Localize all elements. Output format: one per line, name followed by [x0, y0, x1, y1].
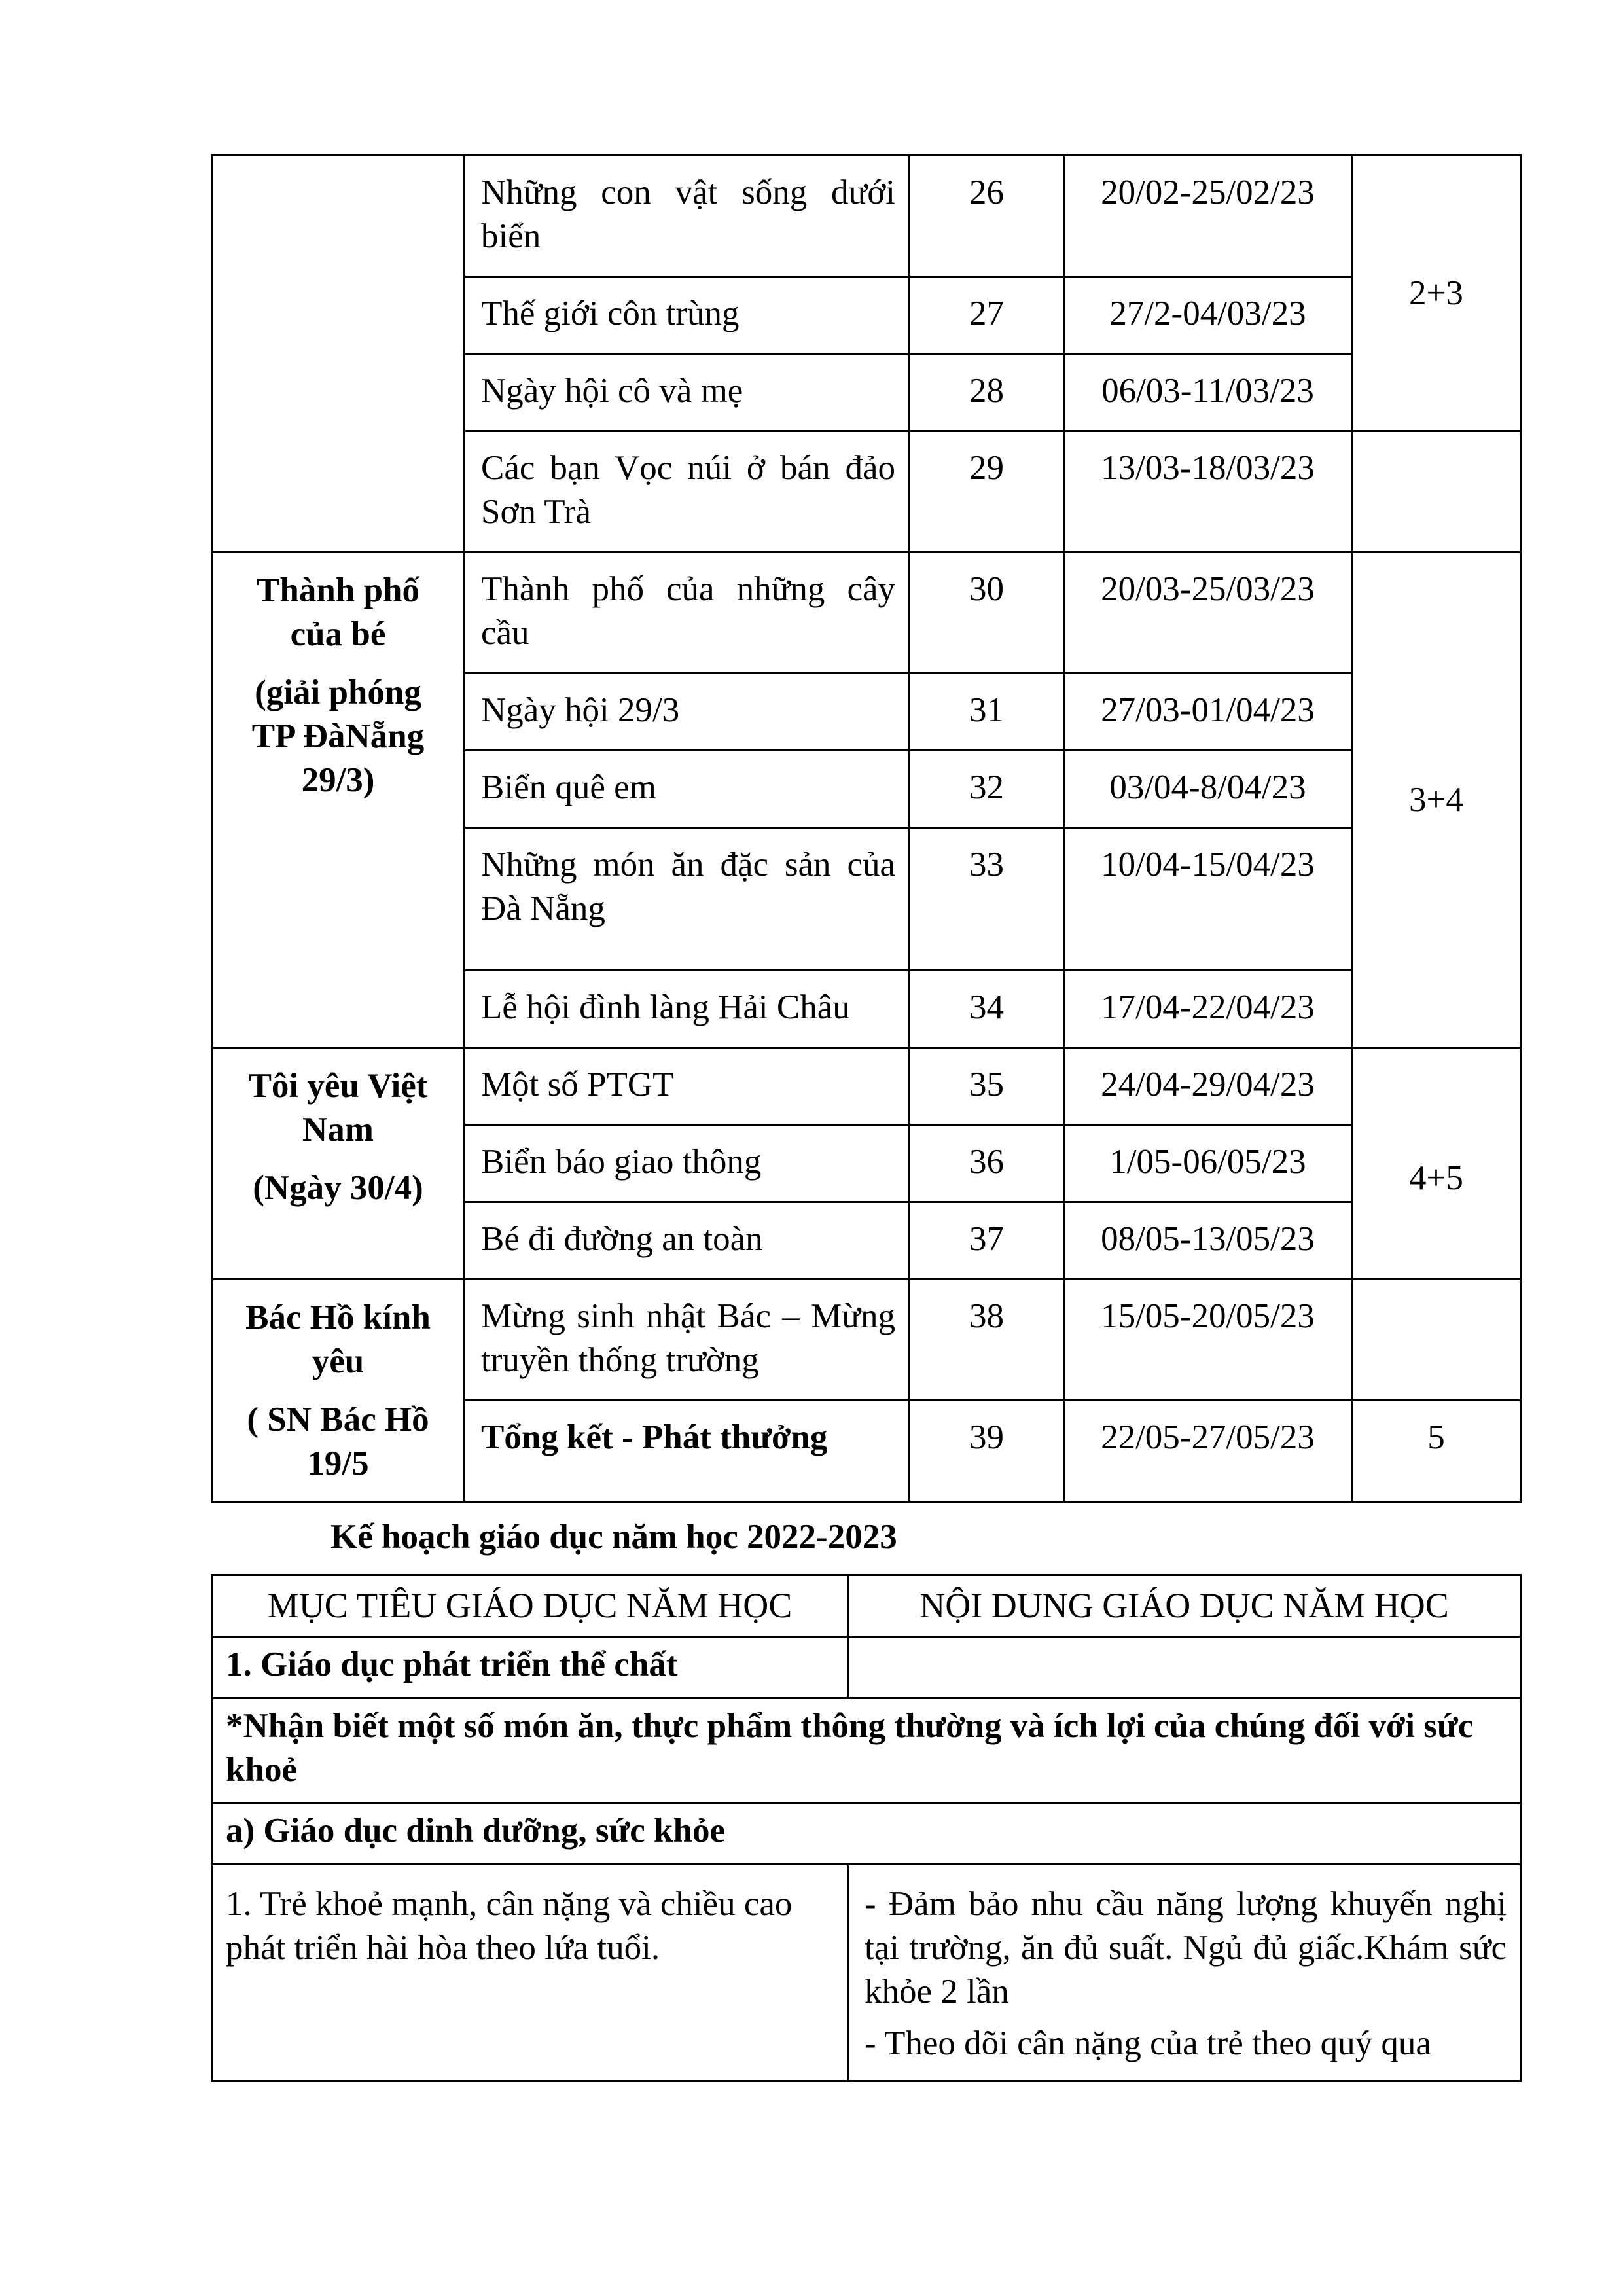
month-cell: 3+4 [1352, 552, 1521, 1048]
theme-cell: Tổng kết - Phát thưởng [465, 1401, 910, 1502]
plan-title: Kế hoạch giáo dục năm học 2022-2023 [330, 1518, 897, 1556]
theme-cell: Biển báo giao thông [465, 1125, 910, 1202]
dates-cell: 20/02-25/02/23 [1064, 156, 1352, 277]
month-cell: 2+3 [1352, 156, 1521, 431]
topic-line: Thành phố [257, 571, 419, 609]
dates-cell: 03/04-8/04/23 [1064, 751, 1352, 828]
header-goal: MỤC TIÊU GIÁO DỤC NĂM HỌC [212, 1575, 848, 1637]
section-title: 1. Giáo dục phát triển thể chất [212, 1637, 848, 1698]
plan-subsection-row [212, 1698, 1521, 1803]
goal-cell: 1. Trẻ khoẻ mạnh, cân nặng và chiều cao phát triển hài hòa theo lứa tuổi. [212, 1865, 848, 2081]
topic-line: yêu [312, 1342, 365, 1380]
theme-cell: Những con vật sống dưới biển [465, 156, 910, 277]
dates-cell: 20/03-25/03/23 [1064, 552, 1352, 673]
dates-cell: 17/04-22/04/23 [1064, 971, 1352, 1048]
dates-cell: 15/05-20/05/23 [1064, 1280, 1352, 1401]
theme-cell: Những món ăn đặc sản của Đà Nẵng [465, 828, 910, 971]
week-cell: 28 [910, 354, 1064, 431]
theme-cell: Thế giới côn trùng [465, 277, 910, 354]
theme-cell: Các bạn Vọc núi ở bán đảo Sơn Trà [465, 431, 910, 552]
dates-cell: 06/03-11/03/23 [1064, 354, 1352, 431]
plan-section-row [212, 1637, 1521, 1698]
month-cell-empty [1352, 431, 1521, 552]
week-cell: 37 [910, 1202, 1064, 1280]
topic-line: 29/3) [301, 761, 375, 799]
week-cell: 26 [910, 156, 1064, 277]
week-cell: 29 [910, 431, 1064, 552]
topic-line: của bé [290, 615, 386, 653]
schedule-row [212, 156, 1521, 277]
month-cell: 4+5 [1352, 1048, 1521, 1280]
section-empty [848, 1637, 1521, 1698]
dates-cell: 08/05-13/05/23 [1064, 1202, 1352, 1280]
schedule-row [212, 1048, 1521, 1125]
dates-cell: 27/03-01/04/23 [1064, 673, 1352, 751]
theme-cell: Ngày hội cô và mẹ [465, 354, 910, 431]
week-cell: 36 [910, 1125, 1064, 1202]
month-cell: 5 [1352, 1401, 1521, 1502]
content-item: - Đảm bảo nhu cầu năng lượng khuyến nghị tại trường, ăn đủ suất. Ngủ đủ giấc.Khám sức khỏe 2 lần [865, 1885, 1507, 2011]
week-cell: 32 [910, 751, 1064, 828]
topic-line: TP ĐàNẵng [251, 717, 425, 755]
dates-cell: 24/04-29/04/23 [1064, 1048, 1352, 1125]
plan-header-row [212, 1575, 1521, 1637]
theme-cell: Bé đi đường an toàn [465, 1202, 910, 1280]
dates-cell: 22/05-27/05/23 [1064, 1401, 1352, 1502]
week-cell: 30 [910, 552, 1064, 673]
theme-cell: Ngày hội 29/3 [465, 673, 910, 751]
subsection-title: *Nhận biết một số món ăn, thực phẩm thông thường và ích lợi của chúng đối với sức khoẻ [212, 1698, 1521, 1803]
week-cell: 39 [910, 1401, 1064, 1502]
week-cell: 35 [910, 1048, 1064, 1125]
topic-cell [212, 1048, 465, 1280]
plan-content-row [212, 1865, 1521, 2081]
theme-cell: Một số PTGT [465, 1048, 910, 1125]
theme-cell: Mừng sinh nhật Bác – Mừng truyền thống trường [465, 1280, 910, 1401]
theme-cell: Lễ hội đình làng Hải Châu [465, 971, 910, 1048]
dates-cell: 13/03-18/03/23 [1064, 431, 1352, 552]
content-item: - Theo dõi cân nặng của trẻ theo quý qua [865, 2024, 1431, 2062]
schedule-row [212, 1280, 1521, 1401]
content-cell [848, 1865, 1521, 2081]
topic-cell [212, 156, 465, 552]
dates-cell: 1/05-06/05/23 [1064, 1125, 1352, 1202]
plan-subsection-a-row [212, 1803, 1521, 1865]
week-cell: 38 [910, 1280, 1064, 1401]
topic-line: (Ngày 30/4) [253, 1169, 423, 1207]
topic-line: 19/5 [307, 1444, 369, 1482]
topic-line: Tôi yêu Việt [248, 1067, 428, 1105]
week-cell: 33 [910, 828, 1064, 971]
theme-cell: Biển quê em [465, 751, 910, 828]
topic-line: (giải phóng [255, 673, 421, 711]
week-cell: 34 [910, 971, 1064, 1048]
month-cell-empty [1352, 1280, 1521, 1401]
education-plan-table [211, 1574, 1522, 2082]
week-cell: 31 [910, 673, 1064, 751]
topic-line: Bác Hồ kính [245, 1299, 431, 1336]
dates-cell: 27/2-04/03/23 [1064, 277, 1352, 354]
theme-schedule-table [211, 154, 1522, 1503]
topic-line: Nam [302, 1111, 374, 1149]
topic-cell [212, 552, 465, 1048]
header-content: NỘI DUNG GIÁO DỤC NĂM HỌC [848, 1575, 1521, 1637]
topic-line: ( SN Bác Hồ [247, 1401, 429, 1439]
dates-cell: 10/04-15/04/23 [1064, 828, 1352, 971]
week-cell: 27 [910, 277, 1064, 354]
subsection-a-title: a) Giáo dục dinh dưỡng, sức khỏe [212, 1803, 1521, 1865]
schedule-row [212, 552, 1521, 673]
theme-cell: Thành phố của những cây cầu [465, 552, 910, 673]
topic-cell [212, 1280, 465, 1502]
